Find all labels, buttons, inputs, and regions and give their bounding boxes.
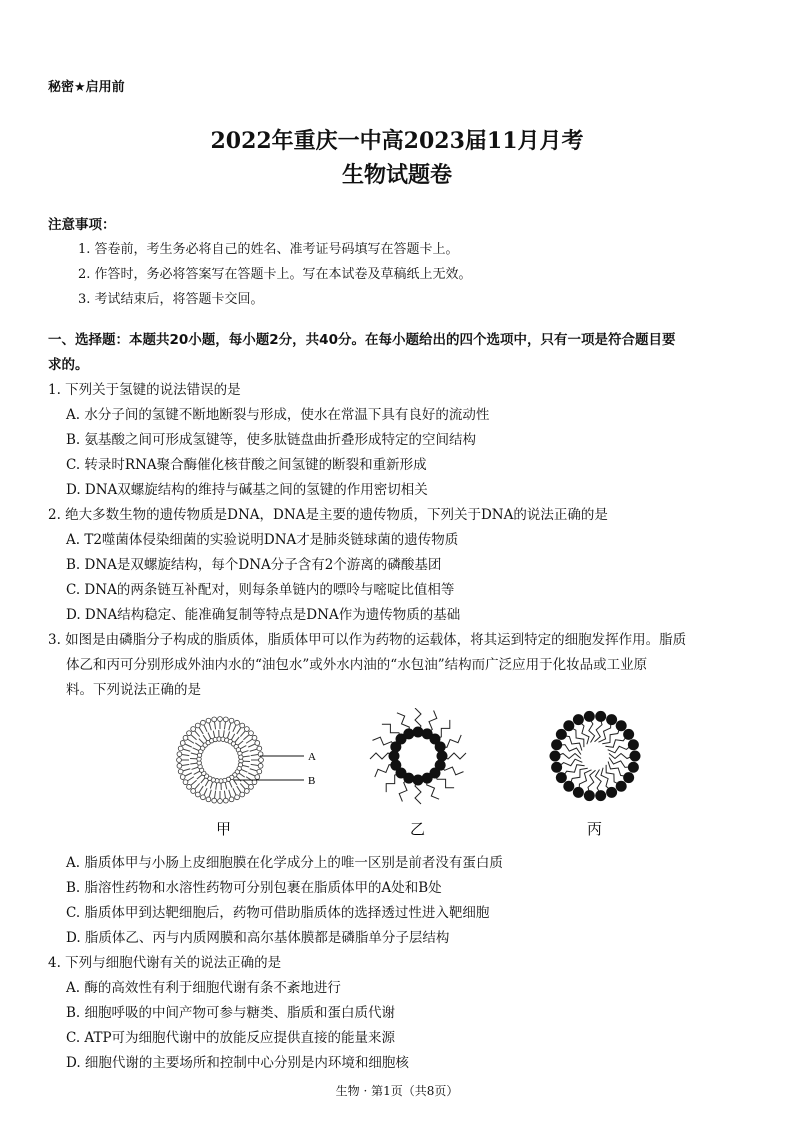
question-4-option-c: C. ATP可为细胞代谢中的放能反应提供直接的能量来源 (66, 1030, 396, 1046)
question-1-option-b: B. 氨基酸之间可形成氢键等，使多肽链盘曲折叠形成特定的空间结构 (66, 432, 477, 448)
secret-label: 秘密★启用前 (48, 80, 125, 95)
question-3-option-b: B. 脂溶性药物和水溶性药物可分别包裹在脂质体甲的A处和B处 (66, 880, 442, 896)
question-4-stem: 4. 下列与细胞代谢有关的说法正确的是 (48, 955, 282, 971)
question-2-stem: 2. 绝大多数生物的遗传物质是DNA，DNA是主要的遗传物质，下列关于DNA的说法正确的是 (48, 507, 608, 523)
liposome-yi-diagram (370, 708, 466, 804)
question-1-option-c: C. 转录时RNA聚合酶催化核苷酸之间氢键的断裂和重新形成 (66, 457, 427, 473)
label-b: B (308, 775, 316, 787)
question-2-option-a: A. T2噬菌体侵染细菌的实验说明DNA才是肺炎链球菌的遗传物质 (66, 532, 459, 548)
note-item: 3. 考试结束后，将答题卡交回。 (78, 292, 264, 307)
exam-subtitle: 生物试题卷 (341, 162, 452, 188)
question-1-stem: 1. 下列关于氢键的说法错误的是 (48, 382, 241, 398)
page-footer: 生物 · 第1页（共8页） (335, 1084, 459, 1098)
caption-bing: 丙 (587, 822, 603, 838)
caption-jia: 甲 (216, 822, 232, 838)
question-1-option-a: A. 水分子间的氢键不断地断裂与形成，使水在常温下具有良好的流动性 (66, 407, 490, 423)
question-3-stem-cont: 体乙和丙可分别形成外油内水的“油包水”或外水内油的“水包油”结构而广泛应用于化妆品或工业原 (66, 657, 648, 673)
question-2-option-b: B. DNA是双螺旋结构，每个DNA分子含有2个游离的磷酸基团 (66, 557, 442, 573)
section-heading: 一、选择题：本题共20小题，每小题2分，共40分。在每小题给出的四个选项中，只有一项是符合题目要 (48, 332, 676, 348)
liposome-bing-diagram (550, 711, 641, 801)
section-heading-cont: 求的。 (48, 357, 89, 373)
question-3-stem: 3. 如图是由磷脂分子构成的脂质体，脂质体甲可以作为药物的运载体，将其运到特定的细胞发挥作用。脂质 (48, 632, 687, 648)
question-3-option-a: A. 脂质体甲与小肠上皮细胞膜在化学成分上的唯一区别是前者没有蛋白质 (66, 855, 503, 871)
question-4-option-a: A. 酶的高效性有利于细胞代谢有条不紊地进行 (66, 980, 341, 996)
question-2-option-d: D. DNA结构稳定、能准确复制等特点是DNA作为遗传物质的基础 (66, 607, 461, 623)
note-item: 2. 作答时，务必将答案写在答题卡上。写在本试卷及草稿纸上无效。 (78, 267, 472, 282)
label-a: A (308, 751, 316, 763)
question-4-option-b: B. 细胞呼吸的中间产物可参与糖类、脂质和蛋白质代谢 (66, 1005, 396, 1021)
notes-heading: 注意事项： (48, 217, 116, 233)
question-1-option-d: D. DNA双螺旋结构的维持与碱基之间的氢键的作用密切相关 (66, 482, 428, 498)
question-2-option-c: C. DNA的两条链互补配对，则每条单链内的嘌呤与嘧啶比值相等 (66, 582, 455, 598)
caption-yi: 乙 (410, 822, 426, 838)
liposome-figure (150, 708, 650, 843)
liposome-jia-diagram (177, 717, 304, 804)
exam-title: 2022年重庆一中高2023届11月月考 (210, 128, 584, 154)
question-3-stem-cont: 料。下列说法正确的是 (66, 682, 201, 698)
note-item: 1. 答卷前，考生务必将自己的姓名、准考证号码填写在答题卡上。 (78, 242, 459, 257)
question-4-option-d: D. 细胞代谢的主要场所和控制中心分别是内环境和细胞核 (66, 1055, 409, 1071)
question-3-option-c: C. 脂质体甲到达靶细胞后，药物可借助脂质体的选择透过性进入靶细胞 (66, 905, 490, 921)
question-3-option-d: D. 脂质体乙、丙与内质网膜和高尔基体膜都是磷脂单分子层结构 (66, 930, 450, 946)
